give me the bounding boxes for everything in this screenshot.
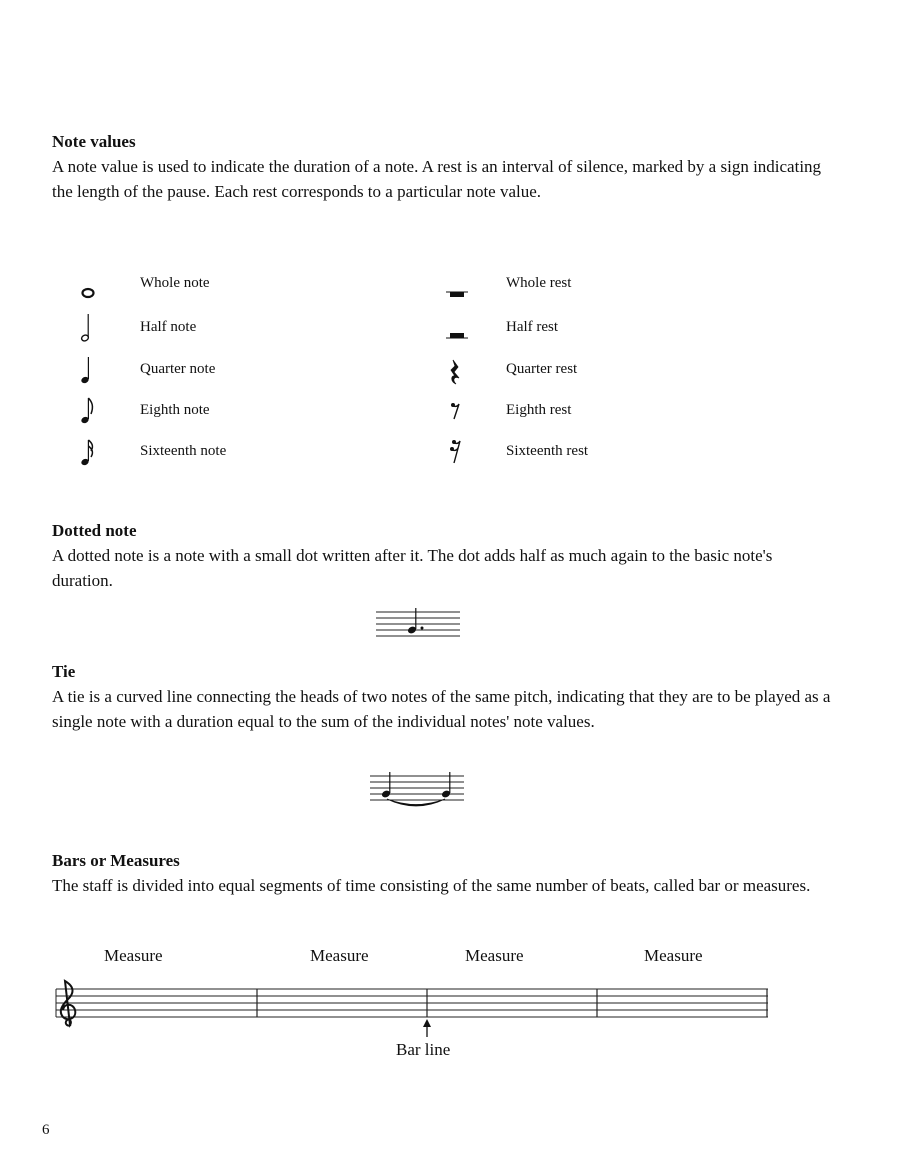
eighth-rest-label: Eighth rest <box>506 402 572 418</box>
note-values-text: A note value is used to indicate the duration of a note. A rest is an interval of silence, marked by a sign indicating the length of the pause. Each rest corresponds to a particular note value. <box>52 157 822 201</box>
quarter-note-icon <box>80 357 89 384</box>
tie-text: A tie is a curved line connecting the heads of two notes of the same pitch, indicating that they are to be played as a single note with a duration equal to the sum of the individual notes' note values. <box>52 687 831 731</box>
dotted-note-staff <box>376 604 462 646</box>
page-number: 6 <box>42 1122 50 1138</box>
whole-note-label: Whole note <box>140 275 210 291</box>
bars-heading: Bars or Measures <box>52 851 180 870</box>
quarter-rest-icon <box>451 360 459 384</box>
measure-label-2: Measure <box>310 946 369 965</box>
note-values-heading: Note values <box>52 132 136 151</box>
tie-heading: Tie <box>52 662 76 681</box>
staff-lines <box>56 989 768 1017</box>
measures-staff <box>50 975 772 1045</box>
eighth-rest-icon <box>451 403 459 419</box>
quarter-note-label: Quarter note <box>140 361 216 377</box>
measure-label-1: Measure <box>104 946 163 965</box>
eighth-note-icon <box>80 398 92 424</box>
sixteenth-rest-label: Sixteenth rest <box>506 443 589 459</box>
half-rest-label: Half rest <box>506 319 559 335</box>
measure-label-4: Measure <box>644 946 703 965</box>
eighth-note-label: Eighth note <box>140 402 210 418</box>
bars-text: The staff is divided into equal segments of time consisting of the same number of beats, called bar or measures. <box>52 876 811 895</box>
arrow-up-icon <box>423 1019 431 1037</box>
half-rest-icon <box>446 333 468 338</box>
bar-line-label: Bar line <box>396 1040 451 1059</box>
sixteenth-note-icon <box>80 440 92 466</box>
whole-note-icon <box>83 289 94 297</box>
sixteenth-rest-icon <box>450 440 460 463</box>
rest-icons-column <box>444 282 470 482</box>
note-icons-column <box>78 282 100 482</box>
whole-rest-icon <box>446 292 468 297</box>
half-note-icon <box>81 314 90 342</box>
dotted-note-text: A dotted note is a note with a small dot written after it. The dot adds half as much again to the basic note's duration. <box>52 546 773 590</box>
dotted-note-heading: Dotted note <box>52 521 137 540</box>
quarter-rest-label: Quarter rest <box>506 361 578 377</box>
whole-rest-label: Whole rest <box>506 275 572 291</box>
measure-label-3: Measure <box>465 946 524 965</box>
sixteenth-note-label: Sixteenth note <box>140 443 227 459</box>
tie-staff <box>370 768 466 810</box>
half-note-label: Half note <box>140 319 197 335</box>
